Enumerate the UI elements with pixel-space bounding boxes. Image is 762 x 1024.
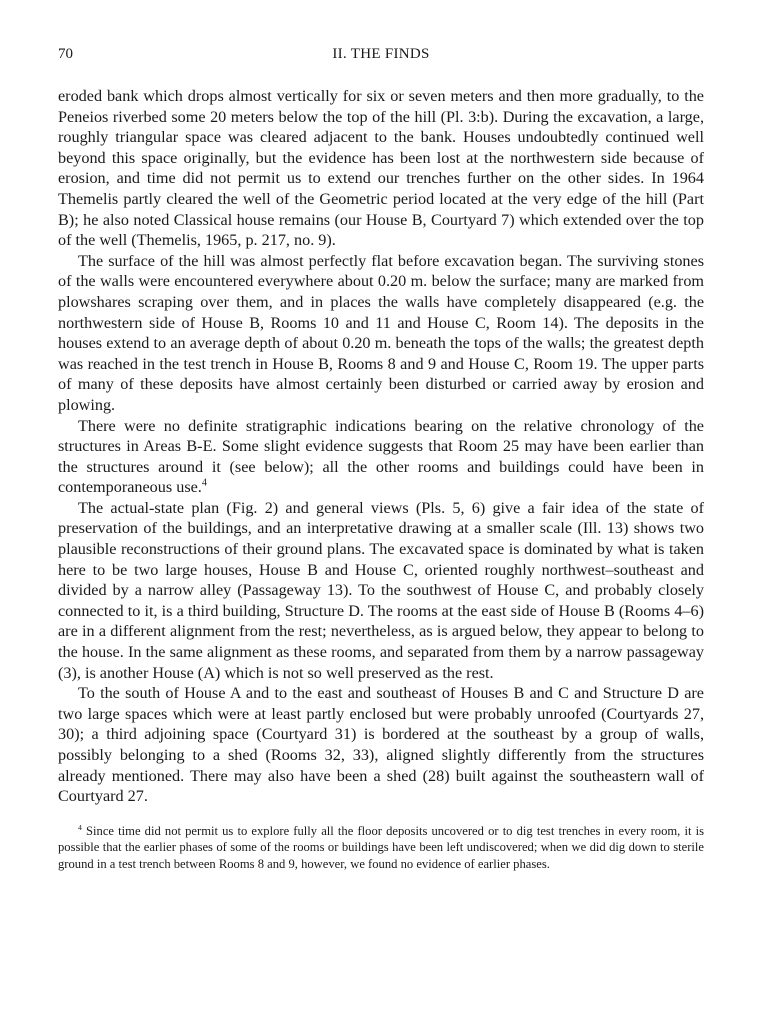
page — [58, 46, 704, 873]
body-text — [58, 86, 704, 807]
paragraph: The surface of the hill was almost perfectly flat before excavation began. The surviving stones of the walls were encountered everywhere about 0.20 m. below the surface; many are marked from plowshares scraping over them, and in places the walls have completely disappeared (e.g. the northwestern side of House B, Rooms 10 and 11 and House C, Room 14). The deposits in the houses extend to an average depth of about 0.20 m. beneath the tops of the walls; the greatest depth was reached in the test trench in House B, Rooms 8 and 9 and House C, Room 19. The upper parts of many of these deposits have almost certainly been disturbed or carried away by erosion and plowing. — [58, 251, 704, 414]
running-head: II. THE FINDS — [332, 46, 430, 62]
footnote-text: Since time did not permit us to explore fully all the floor deposits uncovered or to dig test trenches in every room, it is possible that the earlier phases of some of the rooms or buildings have been left undiscovered; when we did dig down to sterile ground in a test trench between Rooms 8 and 9, however, we found no evidence of earlier phases. — [58, 823, 704, 871]
paragraph: To the south of House A and to the east and southeast of Houses B and C and Structure D are two large spaces which were at least partly enclosed but were probably unroofed (Courtyards 27, 30); a third adjoining space (Courtyard 31) is bordered at the southeast by a group of walls, possibly belonging to a shed (Rooms 32, 33), aligned slightly differently from the structures already mentioned. There may also have been a shed (28) built against the southeastern wall of Courtyard 27. — [58, 684, 704, 806]
paragraph — [58, 416, 704, 498]
page-number: 70 — [58, 46, 73, 62]
page-header — [58, 46, 704, 70]
paragraph: eroded bank which drops almost vertically for six or seven meters and then more gradually, to the Peneios riverbed some 20 meters below the top of the hill (Pl. 3:b). During the excavation, a large, roughly triangular space was cleared adjacent to the bank. Houses undoubtedly continued well beyond this space originally, but the evidence has been lost at the northwestern side because of erosion, and time did not permit us to extend our trenches further on the other sides. In 1964 Themelis partly cleared the well of the Geometric period located at the very edge of the hill (Part B); he also noted Classical house remains (our House B, Courtyard 7) which extended over the top of the well (Themelis, 1965, p. 217, no. 9). — [58, 87, 704, 250]
paragraph: The actual-state plan (Fig. 2) and general views (Pls. 5, 6) give a fair idea of the state of preservation of the buildings, and an interpretative drawing at a smaller scale (Ill. 13) shows two plausible reconstructions of their ground plans. The excavated space is dominated by what is taken here to be two large houses, House B and House C, oriented roughly northwest–southeast and divided by a narrow alley (Passageway 13). To the southwest of House C, and probably closely connected to it, is a third building, Structure D. The rooms at the east side of House B (Rooms 4–6) are in a different alignment from the rest; nevertheless, as is argued below, they appear to belong to the house. In the same alignment as these rooms, and separated from them by a narrow passageway (3), is another House (A) which is not so well preserved as the rest. — [58, 498, 704, 682]
footnote-reference: 4 — [201, 477, 207, 489]
paragraph-text: There were no definite stratigraphic indications bearing on the relative chronology of the structures in Areas B-E. Some slight evidence suggests that Room 25 may have been earlier than the structures around it (see below); all the other rooms and buildings could have been in contemporaneous use. — [58, 416, 704, 497]
footnote-marker: 4 — [78, 822, 82, 832]
footnote — [58, 823, 704, 873]
